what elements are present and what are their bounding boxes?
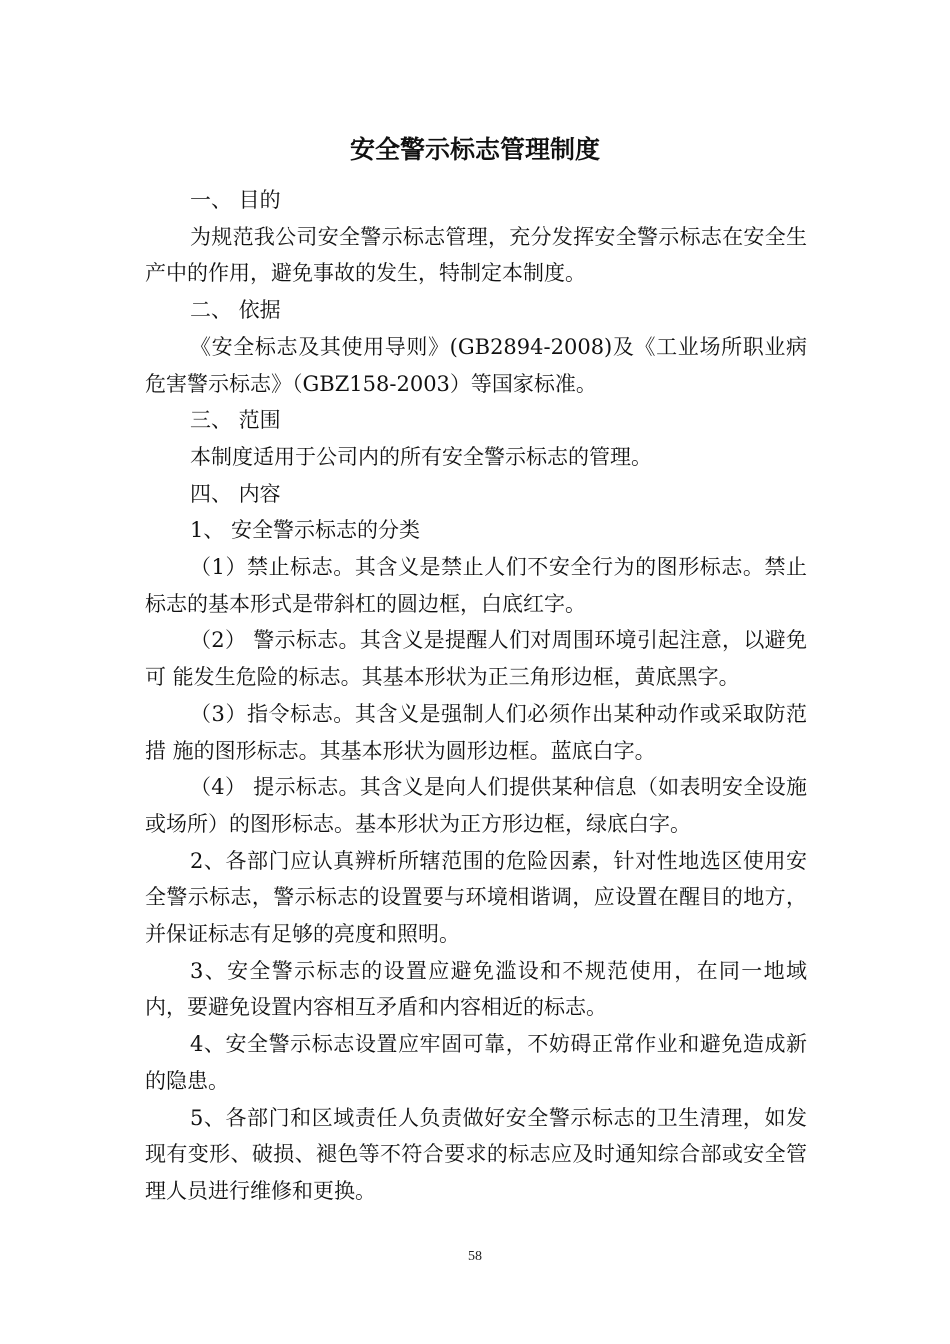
section-heading-content: 四、 内容: [190, 481, 281, 506]
paragraph: 1、 安全警示标志的分类: [190, 518, 421, 543]
section-heading-scope: 三、 范围: [190, 408, 281, 433]
paragraph: （2） 警示标志。其含义是提醒人们对周围环境引起注意，以避免可 能发生危险的标志。其基本形状为正三角形边框，黄底黑字。: [145, 628, 807, 690]
paragraph: （4） 提示标志。其含义是向人们提供某种信息（如表明安全设施或场所）的图形标志。基本形状为正方形边框，绿底白字。: [145, 775, 807, 836]
document-body: [145, 182, 807, 1210]
page-number: 58: [468, 1249, 482, 1264]
paragraph: 5、各部门和区域责任人负责做好安全警示标志的卫生清理，如发现有变形、破损、褪色等不符合要求的标志应及时通知综合部或安全管理人员进行维修和更换。: [145, 1105, 807, 1203]
paragraph: 4、安全警示标志设置应牢固可靠，不妨碍正常作业和避免造成新 的隐患。: [145, 1032, 807, 1093]
paragraph: （1）禁止标志。其含义是禁止人们不安全行为的图形标志。禁止标志的基本形式是带斜杠的圆边框，白底红字。: [145, 555, 807, 616]
paragraph: 为规范我公司安全警示标志管理，充分发挥安全警示标志在安全生产中的作用，避免事故的发生，特制定本制度。: [145, 224, 807, 286]
paragraph: 3、安全警示标志的设置应避免滥设和不规范使用，在同一地域内，要避免设置内容相互矛盾和内容相近的标志。: [145, 958, 807, 1020]
section-heading-basis: 二、 依据: [190, 298, 281, 323]
paragraph: （3）指令标志。其含义是强制人们必须作出某种动作或采取防范措 施的图形标志。其基本形状为圆形边框。蓝底白字。: [145, 701, 807, 763]
section-heading-purpose: 一、 目的: [190, 188, 281, 212]
paragraph: 本制度适用于公司内的所有安全警示标志的管理。: [190, 444, 652, 469]
paragraph: 2、各部门应认真辨析所辖范围的危险因素，针对性地选区使用安全警示标志，警示标志的设置要与环境相谐调，应设置在醒目的地方，并保证标志有足够的亮度和照明。: [145, 848, 807, 947]
paragraph: 《安全标志及其使用导则》(GB2894-2008)及《工业场所职业病危害警示标志》（GBZ158-2003）等国家标准。: [145, 334, 807, 396]
page-title: 安全警示标志管理制度: [349, 135, 600, 164]
